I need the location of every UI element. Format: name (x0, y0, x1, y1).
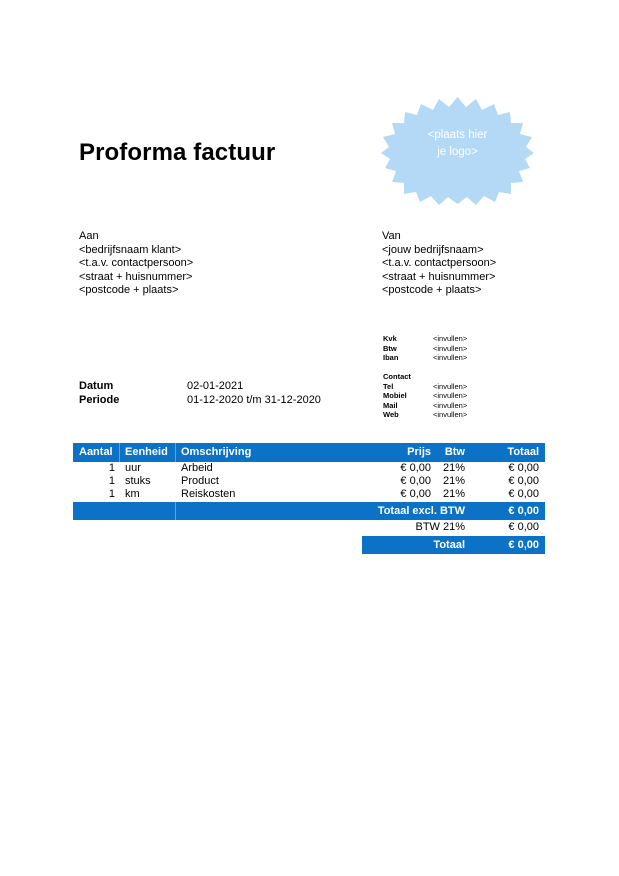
contact-row (383, 391, 503, 401)
grand-total-label: Totaal (433, 539, 465, 551)
btw-value: <invullen> (433, 343, 468, 353)
kvk-label: Kvk (383, 334, 397, 343)
header-prijs: Prijs (407, 446, 431, 458)
header-aantal: Aantal (79, 446, 113, 458)
sender-line: <postcode + plaats> (382, 284, 482, 296)
invoice-meta (79, 380, 339, 407)
contact-heading: Contact (383, 372, 411, 381)
vat-value: € 0,00 (508, 521, 539, 533)
sender-heading: Van (382, 230, 401, 242)
cell-omschrijving: Reiskosten (181, 488, 236, 500)
sender-line: <jouw bedrijfsnaam> (382, 243, 484, 256)
header-divider (175, 443, 176, 462)
btw-label: Btw (383, 343, 397, 353)
logo-placeholder (380, 95, 535, 205)
logo-line-1: <plaats hier (427, 129, 488, 141)
periode-label: Periode (79, 393, 120, 406)
cell-totaal: € 0,00 (508, 488, 539, 500)
mail-value: <invullen> (433, 400, 468, 410)
cell-prijs: € 0,00 (400, 488, 431, 500)
table-body (73, 462, 545, 501)
subtotal-bar (73, 502, 545, 520)
recipient-line: <t.a.v. contactpersoon> (79, 257, 194, 269)
periode-row (79, 394, 339, 408)
iban-value: <invullen> (433, 353, 468, 362)
vat-row (362, 521, 545, 535)
logo-line-2: je logo> (437, 146, 478, 158)
cell-aantal: 1 (108, 475, 115, 487)
kvk-value: <invullen> (433, 334, 468, 343)
cell-totaal: € 0,00 (508, 462, 539, 474)
contact-row (383, 382, 503, 392)
web-value: <invullen> (433, 410, 468, 419)
header-omschrijving: Omschrijving (181, 446, 252, 458)
table-row (73, 462, 545, 475)
cell-aantal: 1 (108, 462, 115, 474)
mail-label: Mail (383, 400, 398, 410)
sender-line: <straat + huisnummer> (382, 270, 496, 283)
datum-value: 02-01-2021 (187, 380, 244, 392)
cell-omschrijving: Product (181, 475, 219, 487)
contact-row (383, 410, 503, 420)
company-ids (383, 334, 503, 363)
recipient-line: <postcode + plaats> (79, 284, 179, 296)
recipient-address (79, 230, 193, 298)
cell-eenheid: uur (125, 462, 141, 474)
datum-row (79, 380, 339, 394)
contact-block (383, 372, 503, 420)
periode-value: 01-12-2020 t/m 31-12-2020 (187, 393, 321, 406)
cell-eenheid: stuks (125, 475, 151, 487)
recipient-line: <bedrijfsnaam klant> (79, 243, 182, 256)
subtotal-label: Totaal excl. BTW (377, 505, 465, 517)
table-header (73, 443, 545, 462)
cell-btw: 21% (442, 488, 465, 500)
cell-prijs: € 0,00 (400, 462, 431, 474)
cell-prijs: € 0,00 (400, 475, 431, 487)
table-row (73, 488, 545, 501)
table-row (73, 475, 545, 488)
contact-row (383, 401, 503, 411)
contact-heading-row (383, 372, 503, 382)
recipient-line: <straat + huisnummer> (79, 270, 193, 283)
company-id-row (383, 353, 503, 363)
header-btw: Btw (444, 446, 465, 458)
cell-eenheid: km (125, 488, 140, 500)
cell-omschrijving: Arbeid (181, 462, 213, 474)
sender-address (382, 230, 496, 298)
tel-label: Tel (383, 381, 394, 391)
grand-total-bar (362, 536, 545, 554)
mobiel-value: <invullen> (433, 391, 468, 400)
company-id-row (383, 344, 503, 354)
sender-line: <t.a.v. contactpersoon> (382, 257, 497, 269)
web-label: Web (383, 410, 399, 419)
tel-value: <invullen> (433, 381, 468, 391)
iban-label: Iban (383, 353, 399, 362)
page-title: Proforma factuur (79, 139, 276, 166)
cell-totaal: € 0,00 (508, 475, 539, 487)
cell-btw: 21% (442, 462, 465, 474)
header-divider (119, 443, 120, 462)
company-id-row (383, 334, 503, 344)
subtotal-divider (175, 502, 176, 520)
subtotal-value: € 0,00 (508, 505, 539, 517)
vat-label: BTW 21% (415, 521, 465, 533)
cell-aantal: 1 (108, 488, 115, 500)
datum-label: Datum (79, 380, 114, 392)
header-eenheid: Eenheid (125, 446, 168, 458)
cell-btw: 21% (442, 475, 465, 487)
header-totaal: Totaal (507, 446, 539, 458)
grand-total-value: € 0,00 (508, 539, 539, 551)
mobiel-label: Mobiel (383, 391, 407, 400)
recipient-heading: Aan (79, 230, 99, 242)
